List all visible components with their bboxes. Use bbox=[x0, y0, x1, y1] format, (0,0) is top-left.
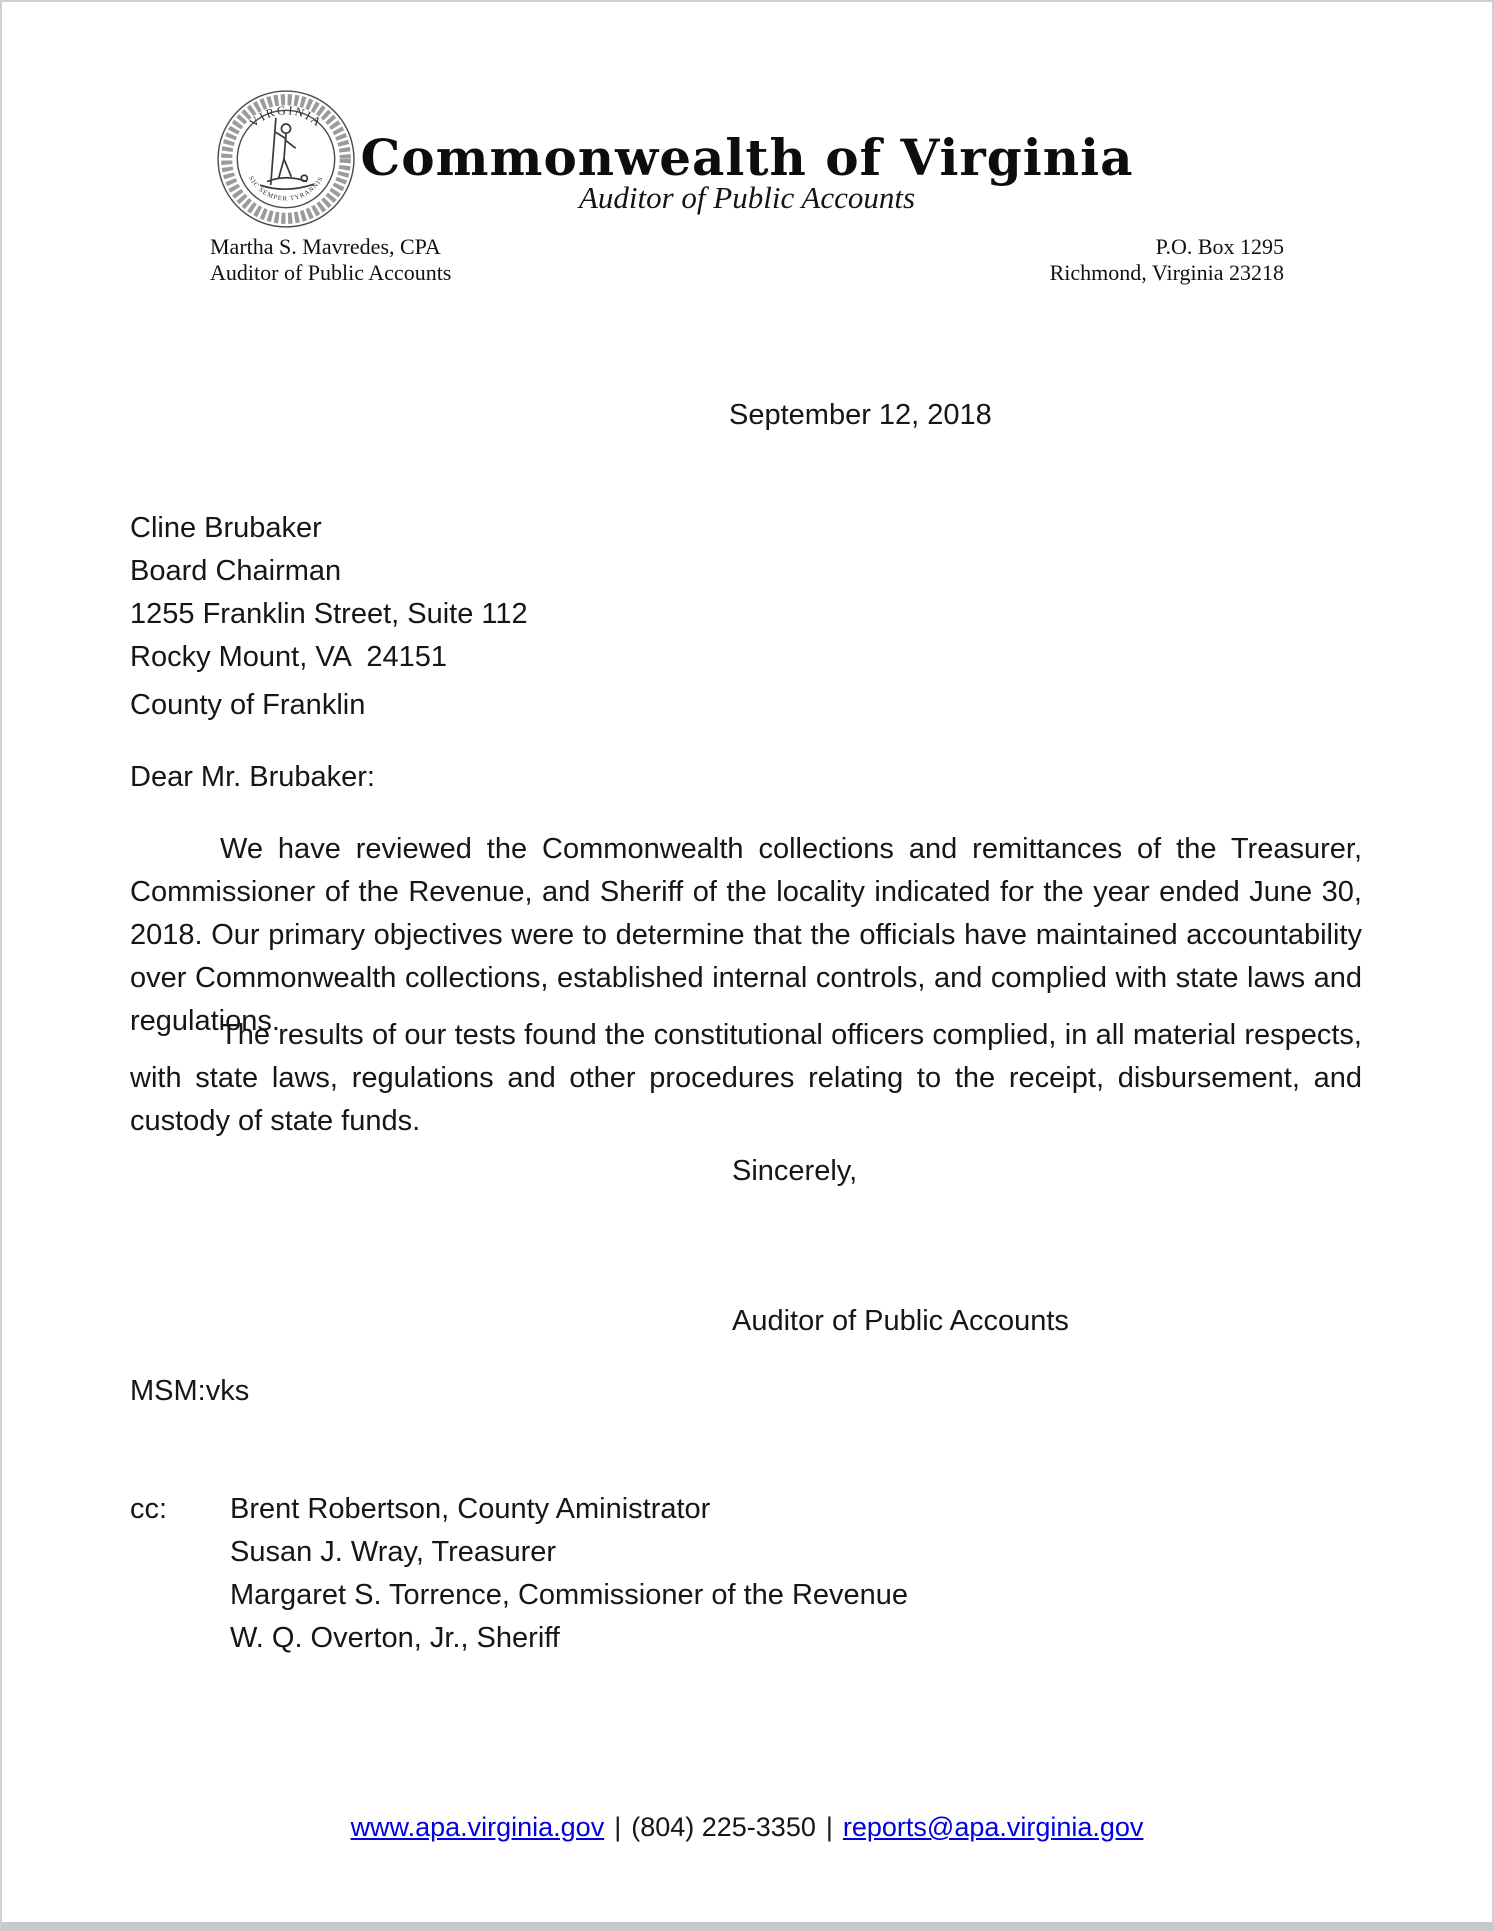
recipient-line: Rocky Mount, VA 24151 bbox=[130, 641, 448, 673]
date-line: September 12, 2018 bbox=[729, 399, 992, 431]
official-title: Auditor of Public Accounts bbox=[210, 260, 452, 285]
body-paragraph-1: We have reviewed the Commonwealth collections and remittances of the Treasurer, Commissioner of the Revenue, and Sheriff of the locality indicated for the year ended June 30, 2018. Our primary objectives were to determine that the officials have maintained accountability over Commonwealth collections, established internal controls, and complied with state laws and regulations. bbox=[130, 833, 1362, 1037]
locality-line: County of Franklin bbox=[130, 689, 366, 721]
signer-title: Auditor of Public Accounts bbox=[732, 1305, 1069, 1337]
letterhead-official-block bbox=[210, 234, 451, 286]
city-state-zip-line: Richmond, Virginia 23218 bbox=[1049, 260, 1284, 285]
valediction: Sincerely, bbox=[732, 1155, 858, 1187]
footer bbox=[2, 1812, 1492, 1843]
cc-names bbox=[230, 1488, 908, 1660]
cc-name: W. Q. Overton, Jr., Sheriff bbox=[230, 1622, 560, 1654]
letterhead-title: Commonwealth of Virginia bbox=[360, 127, 1134, 187]
phone-number: (804) 225-3350 bbox=[631, 1812, 816, 1842]
website-link[interactable]: www.apa.virginia.gov bbox=[350, 1812, 605, 1842]
cc-name: Margaret S. Torrence, Commissioner of the Revenue bbox=[230, 1579, 909, 1611]
cc-block bbox=[130, 1488, 908, 1660]
footer-separator: | bbox=[614, 1812, 622, 1842]
recipient-line: Cline Brubaker bbox=[130, 512, 322, 544]
cc-label: cc: bbox=[130, 1493, 168, 1525]
letterhead-address-block bbox=[1050, 234, 1284, 286]
body-paragraph-2: The results of our tests found the constitutional officers complied, in all material respects, with state laws, regulations and other procedures relating to the receipt, disbursement, and custody of state funds. bbox=[130, 1019, 1362, 1137]
recipient-line: Board Chairman bbox=[130, 555, 342, 587]
official-name: Martha S. Mavredes, CPA bbox=[210, 234, 441, 259]
salutation: Dear Mr. Brubaker: bbox=[130, 761, 375, 793]
reference-initials: MSM:vks bbox=[130, 1375, 250, 1407]
po-box-line: P.O. Box 1295 bbox=[1155, 234, 1284, 259]
seal-bottom-text: SIC SEMPER TYRANNIS bbox=[247, 175, 325, 203]
cc-name: Brent Robertson, County Aministrator bbox=[230, 1493, 711, 1525]
cc-name: Susan J. Wray, Treasurer bbox=[230, 1536, 557, 1568]
seal-top-text: VIRGINIA bbox=[246, 103, 326, 131]
letterhead-subtitle: Auditor of Public Accounts bbox=[578, 180, 916, 215]
footer-separator: | bbox=[825, 1812, 833, 1842]
email-link[interactable]: reports@apa.virginia.gov bbox=[842, 1812, 1144, 1842]
recipient-line: 1255 Franklin Street, Suite 112 bbox=[130, 598, 528, 630]
recipient-block bbox=[130, 507, 528, 679]
